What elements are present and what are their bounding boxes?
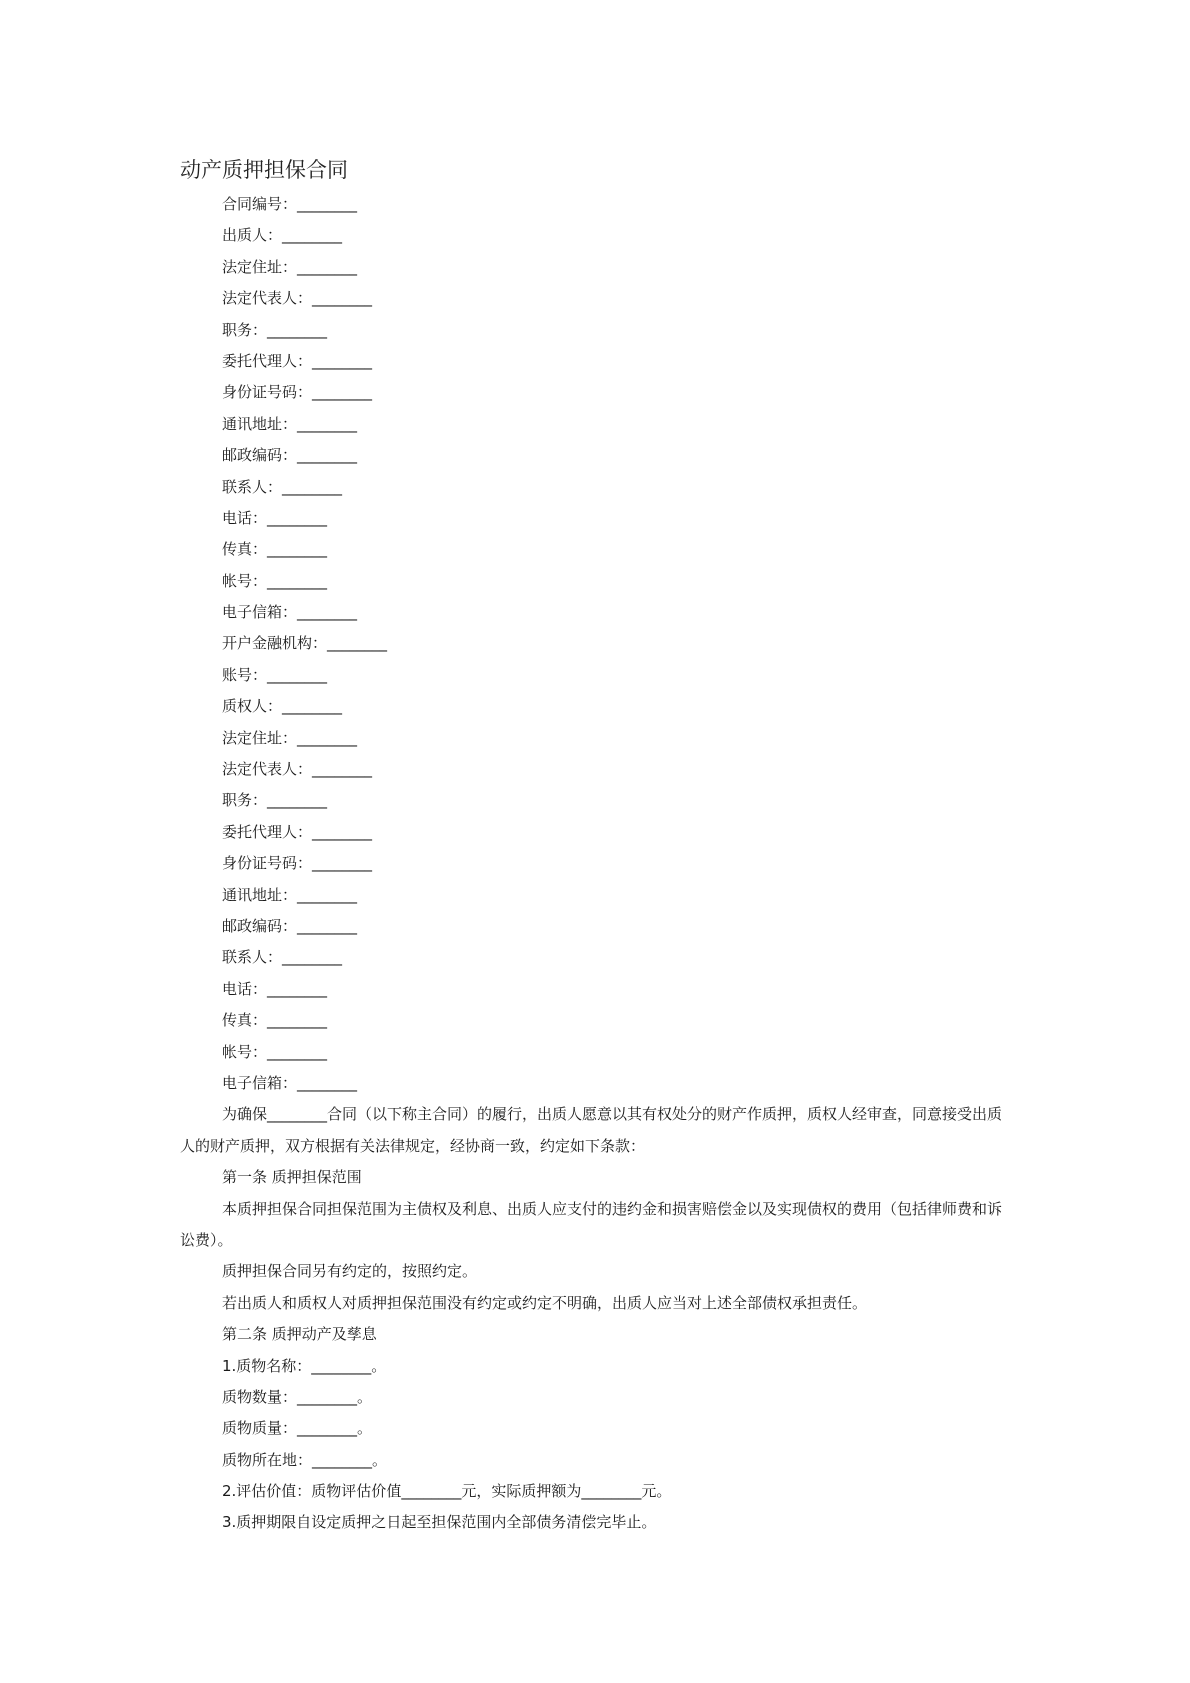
article-2-item: 1.质物名称：________。 <box>222 1356 387 1375</box>
article-2-item: 2.评估价值：质物评估价值________元，实际质押额为________元。 <box>222 1482 672 1501</box>
article-2-item: 3.质押期限自设定质押之日起至担保范围内全部债务清偿完毕止。 <box>222 1513 657 1532</box>
field-id-number: 身份证号码：________ <box>222 383 373 402</box>
field-legal-address: 法定住址：________ <box>222 728 358 747</box>
field-phone: 电话：________ <box>222 979 328 998</box>
field-agent: 委托代理人：________ <box>222 822 373 841</box>
field-contact: 联系人：________ <box>222 948 343 967</box>
field-legal-representative: 法定代表人：________ <box>222 760 373 779</box>
field-id-number: 身份证号码：________ <box>222 854 373 873</box>
field-contract-number: 合同编号：________ <box>222 195 358 213</box>
field-phone: 电话：________ <box>222 508 328 527</box>
field-mailing-address: 通讯地址：________ <box>222 885 358 904</box>
article-2-item: 质物质量：________。 <box>222 1419 373 1438</box>
document-body <box>180 189 1012 1539</box>
field-account: 帐号：________ <box>222 1042 328 1061</box>
field-postal-code: 邮政编码：________ <box>222 916 358 935</box>
field-agent: 委托代理人：________ <box>222 351 373 370</box>
document-title: 动产质押担保合同 <box>180 158 348 182</box>
article-1-paragraph: 质押担保合同另有约定的，按照约定。 <box>222 1262 478 1281</box>
field-email: 电子信箱：________ <box>222 603 358 622</box>
field-legal-address: 法定住址：________ <box>222 257 358 276</box>
field-fax: 传真：________ <box>222 540 328 559</box>
field-contact: 联系人：________ <box>222 477 343 496</box>
field-pledgee: 质权人：________ <box>222 697 343 716</box>
field-postal-code: 邮政编码：________ <box>222 446 358 465</box>
article-2-item: 质物数量：________。 <box>222 1387 373 1406</box>
field-position: 职务：________ <box>222 320 328 339</box>
field-pledgor: 出质人：________ <box>222 226 343 245</box>
field-mailing-address: 通讯地址：________ <box>222 414 358 433</box>
field-bank: 开户金融机构：________ <box>222 634 388 653</box>
field-bank-account: 账号：________ <box>222 665 328 684</box>
article-1-paragraph: 若出质人和质权人对质押担保范围没有约定或约定不明确，出质人应当对上述全部债权承担责任。 <box>222 1293 868 1312</box>
field-fax: 传真：________ <box>222 1011 328 1030</box>
field-email: 电子信箱：________ <box>222 1073 358 1092</box>
article-1-heading: 第一条 质押担保范围 <box>222 1168 362 1187</box>
preamble-paragraph: 为确保________合同（以下称主合同）的履行，出质人愿意以其有权处分的财产作质押，质权人经审查，同意接受出质人的财产质押，双方根据有关法律规定，经协商一致，约定如下条款： <box>180 1105 1003 1155</box>
article-1-paragraph: 本质押担保合同担保范围为主债权及利息、出质人应支付的违约金和损害赔偿金以及实现债权的费用（包括律师费和诉讼费）。 <box>180 1199 1003 1249</box>
field-legal-representative: 法定代表人：________ <box>222 289 373 308</box>
field-account: 帐号：________ <box>222 571 328 590</box>
field-position: 职务：________ <box>222 791 328 810</box>
article-2-heading: 第二条 质押动产及孳息 <box>222 1325 377 1344</box>
article-2-item: 质物所在地：________。 <box>222 1450 388 1469</box>
